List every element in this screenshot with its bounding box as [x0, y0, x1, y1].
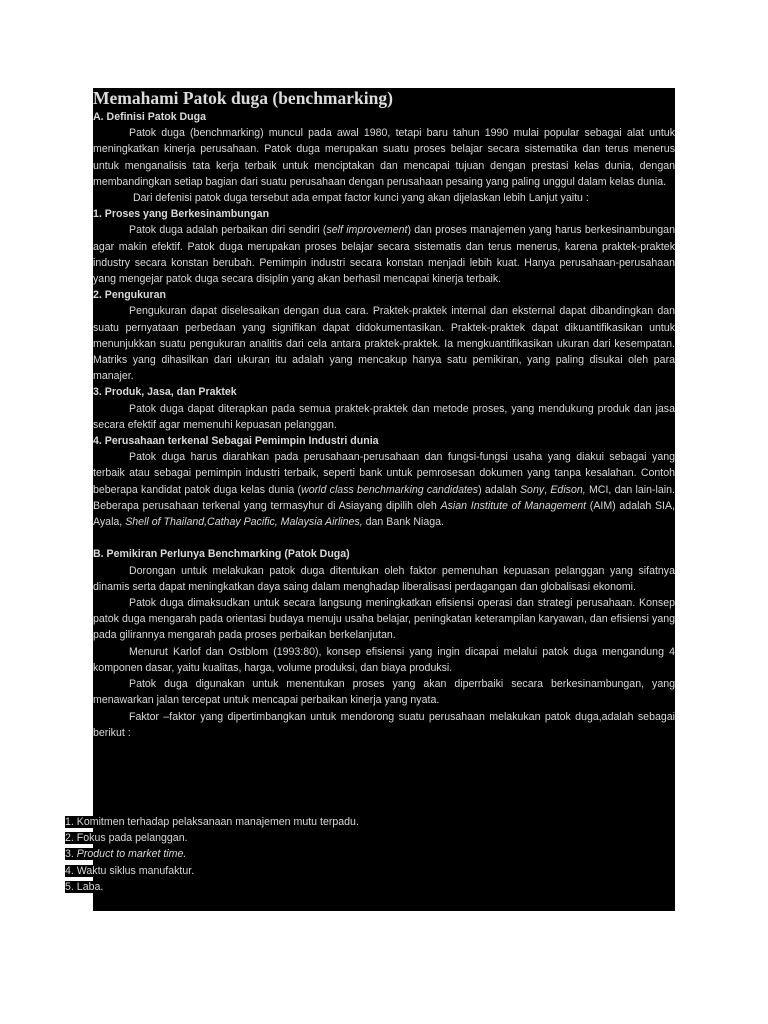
- list-number: 3.: [65, 848, 74, 861]
- paragraph-perusahaan: [93, 449, 675, 530]
- text-run: (AIM) adalah SIA, Ayala,: [93, 499, 675, 529]
- paragraph-pengukuran: Pengukuran dapat diselesaikan dengan dua cara. Praktek-praktek internal dan eksternal dapat dibandingkan dan suatu pernyataan perbedaan yang signifikan dapat didokumentasikan. Praktek-praktek dapat dikuantifikasikan untuk menunjukkan suatu pengukuran analitis dari cela antara praktek-praktek. Ia mengkuantifikasikan ukuran dari kesempatan. Matriks yang dihasilkan dari ukuran itu adalah yang mencakup hanya satu pemikiran, yang paling disukai oleh para manajer.: [93, 305, 675, 383]
- italic-term: self improvement: [326, 224, 408, 237]
- list-number: 4.: [65, 864, 74, 877]
- factor-list: [65, 814, 665, 895]
- section-b-heading: B. Pemikiran Perlunya Benchmarking (Patok Duga): [93, 548, 350, 561]
- list-item: [65, 846, 665, 862]
- document-page: [65, 88, 675, 911]
- paragraph-produk: Patok duga dapat diterapkan pada semua praktek-praktek dan metode proses, yang mendukung produk dan jasa secara efektif agar memenuhi kepuasan pelanggan.: [93, 402, 675, 431]
- list-number: 5.: [65, 880, 74, 893]
- subheading-pengukuran: 2. Pengukuran: [93, 289, 166, 302]
- list-item: [65, 830, 665, 846]
- list-text: Waktu siklus manufaktur.: [76, 864, 195, 877]
- text-run: dan Bank Niaga.: [362, 516, 444, 529]
- italic-term: Shell of Thailand,Cathay Pacific, Malaysia Airlines,: [125, 516, 363, 529]
- italic-term: Sony: [519, 483, 545, 496]
- list-text: Product to market time.: [76, 848, 187, 861]
- italic-term: Asian Institute of Management: [440, 499, 587, 512]
- text-run: MCI, dan lain-lain. Beberapa perusahaan terkenal yang termasyhur di Asiayang dipilih oleh: [93, 483, 675, 512]
- list-item: [65, 814, 665, 830]
- section-b-paragraph-2: Patok duga dimaksudkan untuk secara langsung meningkatkan efisiensi operasi dan strategi perusahaan. Konsep patok duga mengarah pada orientasi budaya menuju usaha belajar, peningkatan keterampilan karyawan, dan efisiensi yang pada gilirannya mengarah pada proses perbaikan berkelanjutan.: [93, 597, 675, 642]
- section-b-paragraph-4: Patok duga digunakan untuk menentukan proses yang akan diperrbaiki secara berkesinambungan, yang menawarkan jalan tercepat untuk mencapai perbaikan kinerja yang nyata.: [93, 678, 675, 707]
- blank-line: [93, 530, 675, 546]
- list-text: Komitmen terhadap pelaksanaan manajemen mutu terpadu.: [76, 816, 359, 828]
- text-run: Patok duga adalah perbaikan diri sendiri (: [129, 224, 327, 237]
- list-number: 1.: [65, 816, 74, 828]
- paragraph-proses: [93, 222, 675, 287]
- section-b-paragraph-5: Faktor –faktor yang dipertimbangkan untuk mendorong suatu perusahaan melakukan patok duga,adalah sebagai berikut :: [93, 710, 675, 739]
- section-b-paragraph-1: Dorongan untuk melakukan patok duga ditentukan oleh faktor pemenuhan kepuasan pelanggan yang sifatnya dinamis serta dapat meningkatkan daya saing dalam menghadap liberalisasi perdagangan dan globalisasi ekonomi.: [93, 564, 675, 593]
- list-text: Fokus pada pelanggan.: [76, 832, 188, 845]
- list-text: Laba.: [76, 880, 104, 893]
- document-title: Memahami Patok duga (benchmarking): [93, 88, 393, 108]
- list-item: [65, 863, 665, 879]
- italic-term: world class benchmarking candidates: [301, 483, 479, 496]
- subheading-perusahaan: 4. Perusahaan terkenal Sebagai Pemimpin Industri dunia: [93, 435, 379, 448]
- section-a-paragraph-1: Patok duga (benchmarking) muncul pada awal 1980, tetapi baru tahun 1990 mulai popular sebagai alat untuk meningkatkan kinerja perusahaan. Patok duga merupakan suatu proses belajar secara sistematika dan terus menerus untuk menganalisis tata kerja terbaik untuk menciptakan dan mencapai tujuan dengan prestasi kelas dunia, dengan membandingkan setiap bagian dari suatu perusahaan dengan perusahaan pesaing yang paling unggul dalam kelas dunia.: [93, 127, 675, 188]
- text-run: ) dan proses manajemen yang harus berkesinambungan agar makin efektif. Patok duga merupakan proses belajar secara sistematis dan terus menerus, karena praktek-praktek industry secara konstan berubah. Pemimpin industri secara konstan menjadi lebih kuat. Hanya perusahaan-perusahaan yang mengejar patok duga secara disiplin yang akan berhasil mencapai kinerja terbaik.: [93, 224, 675, 286]
- section-b-paragraph-3: Menurut Karlof dan Ostblom (1993:80), konsep efisiensi yang ingin dicapai melalui patok duga mengandung 4 komponen dasar, yaitu kualitas, harga, volume produksi, dan biaya produksi.: [93, 645, 675, 674]
- subheading-proses: 1. Proses yang Berkesinambungan: [93, 208, 270, 221]
- list-number: 2.: [65, 832, 74, 845]
- section-a-heading: A. Definisi Patok Duga: [93, 111, 207, 123]
- section-a-paragraph-2: Dari defenisi patok duga tersebut ada empat factor kunci yang akan dijelaskan lebih Lanjut yaitu :: [133, 192, 589, 205]
- text-run: ) adalah: [478, 483, 520, 496]
- italic-term: Edison,: [550, 483, 586, 496]
- list-item: [65, 879, 665, 895]
- text-run: ,: [544, 483, 551, 496]
- text-run: Patok duga harus diarahkan pada perusahaan-perusahaan dan fungsi-fungsi usaha yang diakui sebagai yang terbaik atau sebagai pemimpin industri terbaik, seperti bank untuk pemrosesan dokumen yang tanpa kesalahan. Contoh beberapa kandidat patok duga kelas dunia (: [93, 451, 675, 496]
- subheading-produk: 3. Produk, Jasa, dan Praktek: [93, 386, 237, 399]
